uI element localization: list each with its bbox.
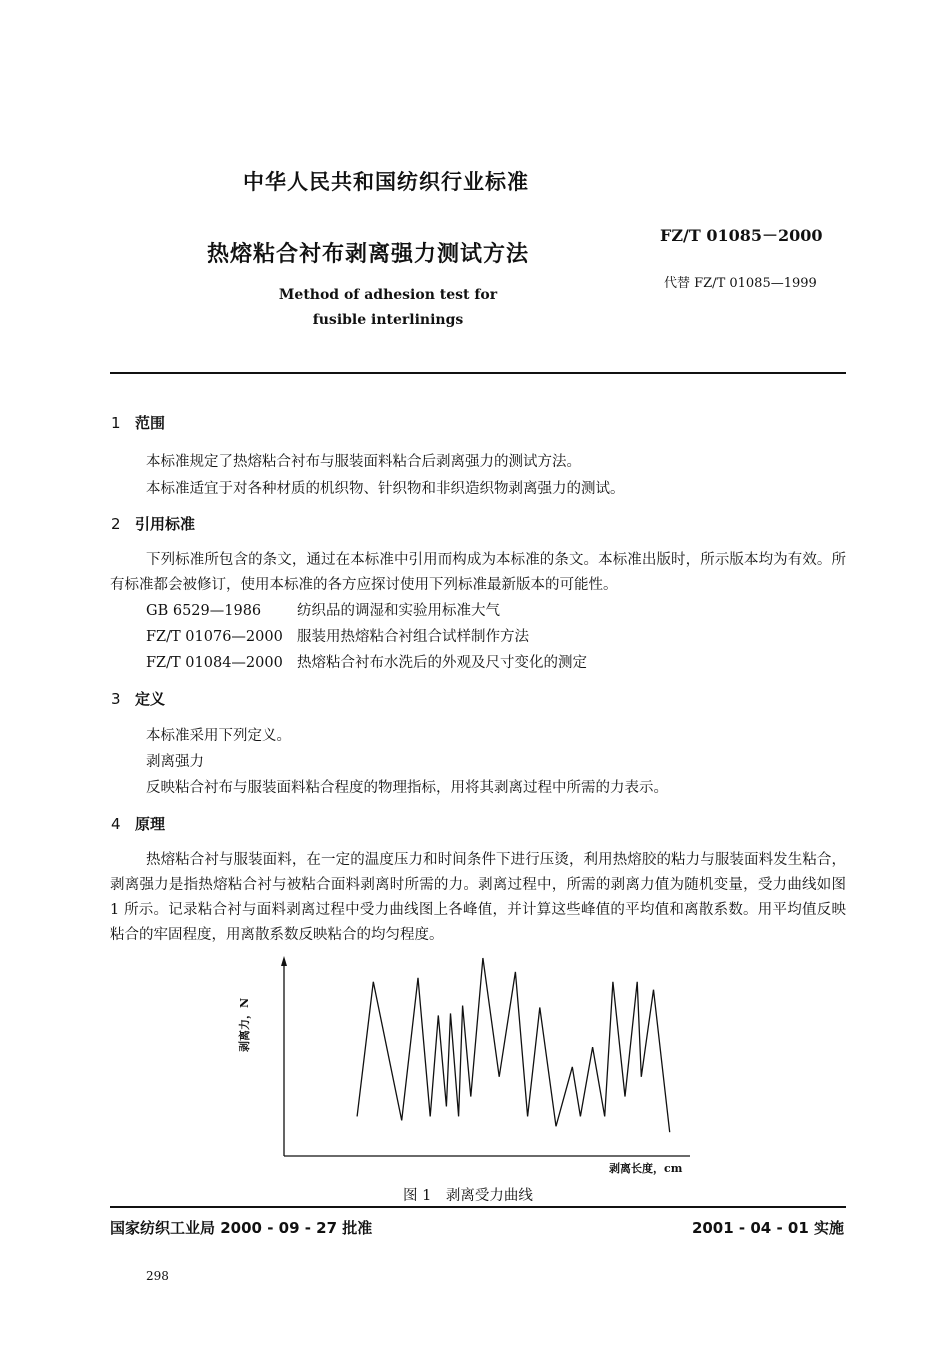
reference-code: FZ/T 01084—2000 xyxy=(146,655,283,671)
section-4-paragraph: 热熔粘合衬与服装面料，在一定的温度压力和时间条件下进行压烫，利用热熔胶的粘力与服装面料发生粘合，剥离强力是指热熔粘合衬与被粘合面料剥离时所需的力。剥离过程中，所需的剥离力值为随机变量，受力曲线如图 1 所示。记录粘合衬与面料剥离过程中受力曲线图上各峰值，并计算这些峰值的平均值和离散系数。用平均值反映粘合的牢固程度，用离散系数反映粘合的均匀程度。 xyxy=(110,852,846,943)
section-number: 1 xyxy=(111,414,121,432)
section-title: 原理 xyxy=(135,815,166,833)
national-standard-heading: 中华人民共和国纺织行业标准 xyxy=(243,170,529,194)
section-1-paragraph-2: 本标准适宜于对各种材质的机织物、针织物和非织造织物剥离强力的测试。 xyxy=(146,481,625,497)
section-title: 定义 xyxy=(135,690,166,708)
reference-code: FZ/T 01076—2000 xyxy=(146,629,283,645)
reference-code: GB 6529—1986 xyxy=(146,603,262,619)
footer-divider xyxy=(110,1206,846,1208)
section-number: 2 xyxy=(111,515,121,533)
figure-caption: 图 1 剥离受力曲线 xyxy=(403,1188,533,1204)
section-2-intro: 下列标准所包含的条文，通过在本标准中引用而构成为本标准的条文。本标准出版时，所示版本均为有效。所有标准都会被修订，使用本标准的各方应探讨使用下列标准最新版本的可能性。 xyxy=(110,552,846,593)
section-title: 引用标准 xyxy=(135,515,196,533)
section-number: 3 xyxy=(111,690,121,708)
definition-text: 反映粘合衬布与服装面料粘合程度的物理指标，用将其剥离过程中所需的力表示。 xyxy=(146,780,668,796)
section-3-paragraph-1: 本标准采用下列定义。 xyxy=(146,728,291,744)
section-number: 4 xyxy=(111,815,121,833)
y-axis-label: 剥离力，N xyxy=(238,997,251,1052)
document-title-en-line2: fusible interlinings xyxy=(312,312,464,328)
section-title: 范围 xyxy=(135,414,166,432)
effective-date: 2001 - 04 - 01 实施 xyxy=(691,1219,844,1237)
definition-term: 剥离强力 xyxy=(146,754,204,770)
page-number: 298 xyxy=(146,1269,169,1283)
document-title-cn: 热熔粘合衬布剥离强力测试方法 xyxy=(207,242,530,267)
document-title-en-line1: Method of adhesion test for xyxy=(278,287,498,303)
reference-title: 热熔粘合衬布水洗后的外观及尺寸变化的测定 xyxy=(297,655,587,671)
standard-code: FZ/T 01085－2000 xyxy=(660,226,823,245)
peel-force-curve xyxy=(357,958,670,1132)
section-1-paragraph-1: 本标准规定了热熔粘合衬布与服装面料粘合后剥离强力的测试方法。 xyxy=(146,454,581,470)
x-axis-label: 剥离长度，cm xyxy=(609,1162,683,1175)
reference-title: 纺织品的调湿和实验用标准大气 xyxy=(297,603,500,619)
approval-date: 国家纺织工业局 2000 - 09 - 27 批准 xyxy=(110,1219,373,1237)
replaces-standard: 代替 FZ/T 01085—1999 xyxy=(664,276,817,291)
y-axis-arrow xyxy=(281,956,287,966)
reference-title: 服装用热熔粘合衬组合试样制作方法 xyxy=(297,629,529,645)
